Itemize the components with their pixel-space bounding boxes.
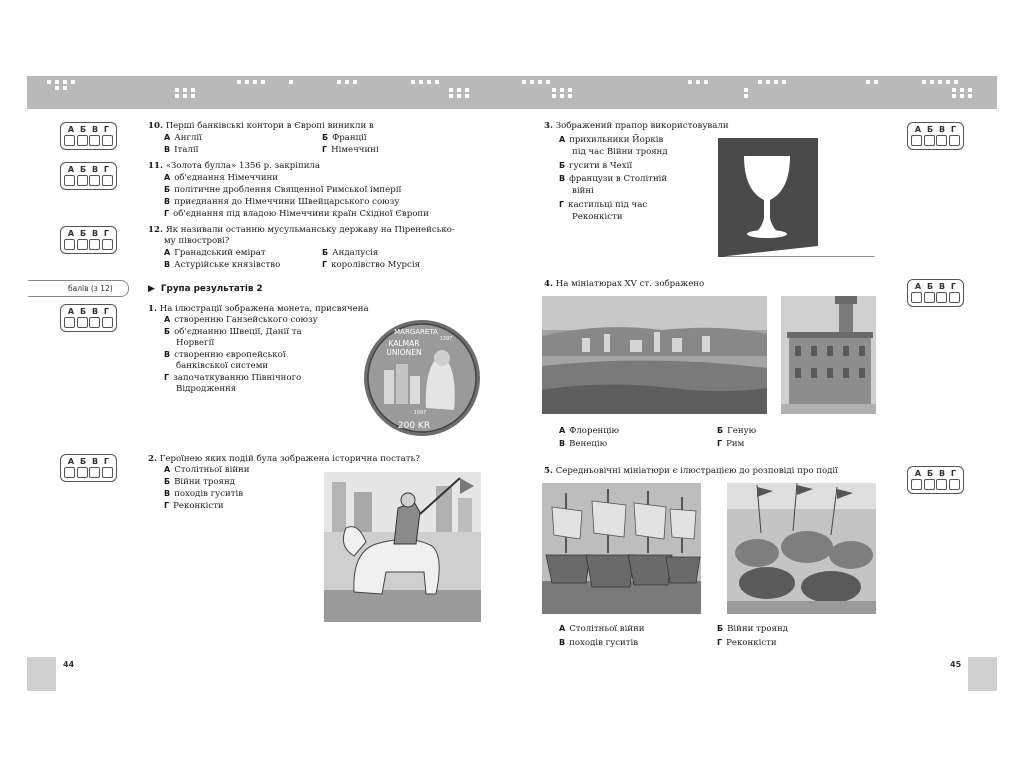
- coin-value: 200 KR: [397, 421, 431, 431]
- answer-box-q4[interactable]: [907, 279, 964, 307]
- q3-stem: [544, 120, 729, 132]
- answer-letter-c: В: [938, 469, 946, 478]
- answer-cell[interactable]: [89, 175, 100, 186]
- g2-q1-option-a[interactable]: [164, 314, 318, 326]
- q3-option-c[interactable]: [559, 173, 667, 185]
- answer-letter-a: А: [67, 165, 75, 174]
- coin-name: MARGARETA: [394, 328, 438, 336]
- answer-letter-b: Б: [79, 307, 87, 316]
- answer-letter-b: Б: [926, 125, 934, 134]
- letter: Г: [559, 200, 565, 209]
- g2-q2-a-text: Столітньої війни: [174, 465, 250, 475]
- q12-option-c[interactable]: [164, 259, 280, 271]
- g2-q2-text: Героїнею яких подій була зображена історична постать?: [159, 454, 420, 464]
- g2-q1-number: 1.: [148, 304, 157, 314]
- footer-tab-right: [968, 657, 997, 691]
- q3-a-text: прихильники Йорків: [569, 135, 664, 145]
- g2-q1-b-line2: Норвегії: [176, 338, 215, 348]
- q11-option-d[interactable]: [164, 208, 429, 220]
- g2-q2-d-text: Реконкісти: [173, 501, 224, 511]
- letter: Б: [164, 185, 171, 194]
- answer-box-g2-q2[interactable]: [60, 454, 117, 482]
- letter: В: [164, 197, 171, 206]
- q12-text-line2: му півострові?: [164, 236, 230, 246]
- q10-c-text: Італії: [174, 145, 199, 155]
- answer-letter-d: Г: [950, 469, 957, 478]
- answer-cell[interactable]: [911, 292, 922, 303]
- q4-option-a[interactable]: [559, 425, 619, 437]
- answer-cell[interactable]: [77, 467, 88, 478]
- q5-option-b[interactable]: [717, 623, 788, 635]
- answer-letter-a: А: [67, 307, 75, 316]
- letter: Б: [322, 248, 329, 257]
- answer-cell[interactable]: [102, 135, 113, 146]
- q12-number: 12.: [148, 225, 163, 235]
- q5-option-c[interactable]: [559, 637, 638, 649]
- flag-chalice-image: [718, 138, 876, 257]
- group-heading: [148, 283, 263, 295]
- answer-letter-d: Г: [950, 282, 957, 291]
- q3-option-d[interactable]: [559, 199, 647, 211]
- q3-c-line2: війні: [572, 186, 594, 196]
- footer-tab-left: [27, 657, 56, 691]
- letter: А: [559, 426, 566, 435]
- letter: А: [164, 173, 171, 182]
- ships-miniature-image: [542, 483, 701, 614]
- answer-cell[interactable]: [64, 175, 75, 186]
- city-miniature-image: [542, 296, 767, 414]
- letter: А: [164, 248, 171, 257]
- letter: Б: [717, 624, 724, 633]
- answer-letter-c: В: [938, 125, 946, 134]
- answer-cell[interactable]: [924, 479, 935, 490]
- answer-cell[interactable]: [77, 175, 88, 186]
- answer-cell[interactable]: [89, 317, 100, 328]
- answer-letter-d: Г: [103, 165, 110, 174]
- q10-a-text: Англії: [174, 133, 202, 143]
- g2-q1-c-line2: банківської системи: [176, 361, 269, 371]
- q11-option-c[interactable]: [164, 196, 399, 208]
- q4-a-text: Флоренцію: [569, 426, 620, 436]
- answer-letter-a: А: [914, 469, 922, 478]
- answer-letter-a: А: [914, 282, 922, 291]
- triangle-bullet-icon: ▶: [148, 284, 155, 294]
- answer-letter-a: А: [67, 229, 75, 238]
- q12-option-d[interactable]: [322, 259, 420, 271]
- score-field: балів (з 12): [28, 280, 129, 297]
- answer-cell[interactable]: [911, 479, 922, 490]
- letter: В: [559, 439, 566, 448]
- g2-q2-b-text: Війни троянд: [174, 477, 235, 487]
- answer-cell[interactable]: [64, 135, 75, 146]
- q3-d-text: кастильці під час: [568, 200, 648, 210]
- letter: Г: [322, 145, 328, 154]
- g2-q2-option-b[interactable]: [164, 476, 235, 488]
- g2-q2-option-a[interactable]: [164, 464, 250, 476]
- answer-cell[interactable]: [936, 292, 947, 303]
- q10-stem: [148, 120, 374, 132]
- q4-c-text: Венецію: [569, 439, 608, 449]
- answer-box-q11[interactable]: [60, 162, 117, 190]
- g2-q1-c-text: створенню європейської: [174, 350, 286, 360]
- answer-letter-a: А: [67, 457, 75, 466]
- coin-line1: KALMAR: [388, 339, 420, 348]
- q12-d-text: королівство Мурсія: [331, 260, 421, 270]
- g2-q1-b-text: об'єднанню Швеції, Данії та: [174, 327, 302, 337]
- answer-cell[interactable]: [949, 292, 960, 303]
- letter: А: [559, 135, 566, 144]
- letter: Б: [559, 161, 566, 170]
- answer-cell[interactable]: [89, 467, 100, 478]
- g2-q2-option-c[interactable]: [164, 488, 243, 500]
- answer-letter-b: Б: [79, 125, 87, 134]
- answer-letter-d: Г: [103, 307, 110, 316]
- q12-option-a[interactable]: [164, 247, 266, 259]
- q11-a-text: об'єднання Німеччини: [174, 173, 279, 183]
- letter: В: [559, 638, 566, 647]
- q5-option-d[interactable]: [717, 637, 777, 649]
- letter: Б: [322, 133, 329, 142]
- q4-d-text: Рим: [726, 439, 745, 449]
- q5-option-a[interactable]: [559, 623, 645, 635]
- letter: Г: [717, 439, 723, 448]
- g2-q1-text: На ілюстрації зображена монета, присвячена: [159, 304, 369, 314]
- letter: В: [559, 174, 566, 183]
- answer-letter-b: Б: [79, 229, 87, 238]
- page-header-band-right: [512, 76, 997, 109]
- letter: Г: [164, 209, 170, 218]
- answer-box-q3[interactable]: [907, 122, 964, 150]
- letter: Г: [322, 260, 328, 269]
- knight-miniature-image: [324, 472, 481, 622]
- g2-q1-d-text: започаткуванню Північного: [173, 373, 302, 383]
- q4-number: 4.: [544, 279, 553, 289]
- q3-text: Зображений прапор використовували: [555, 121, 729, 131]
- answer-letter-b: Б: [926, 282, 934, 291]
- answer-cell[interactable]: [64, 317, 75, 328]
- q4-stem: [544, 278, 704, 290]
- letter: В: [164, 260, 171, 269]
- q10-d-text: Німеччині: [331, 145, 379, 155]
- answer-letter-c: В: [91, 125, 99, 134]
- letter: А: [164, 315, 171, 324]
- letter: В: [164, 489, 171, 498]
- answer-letter-b: Б: [926, 469, 934, 478]
- answer-cell[interactable]: [77, 135, 88, 146]
- q4-option-c[interactable]: [559, 438, 607, 450]
- battle-miniature-image: [727, 483, 876, 614]
- q4-text: На мініатюрах XV ст. зображено: [555, 279, 705, 289]
- answer-letter-d: Г: [103, 125, 110, 134]
- answer-cell[interactable]: [77, 239, 88, 250]
- q3-b-text: гусити в Чехії: [569, 161, 633, 171]
- group-title: Група результатів 2: [160, 284, 263, 294]
- q11-stem: [148, 160, 320, 172]
- answer-cell[interactable]: [936, 479, 947, 490]
- answer-cell[interactable]: [102, 467, 113, 478]
- answer-cell[interactable]: [64, 239, 75, 250]
- answer-cell[interactable]: [102, 317, 113, 328]
- letter: Б: [164, 477, 171, 486]
- q5-number: 5.: [544, 466, 553, 476]
- answer-cell[interactable]: [924, 135, 935, 146]
- q3-c-text: французи в Столітній: [569, 174, 668, 184]
- answer-cell[interactable]: [949, 135, 960, 146]
- q3-a-line2: під час Війни троянд: [572, 147, 668, 157]
- answer-cell[interactable]: [77, 317, 88, 328]
- q10-option-c[interactable]: [164, 144, 198, 156]
- g2-q1-a-text: створенню Ганзейського союзу: [174, 315, 318, 325]
- coin-line2: UNIONEN: [386, 348, 422, 357]
- q10-number: 10.: [148, 121, 163, 131]
- q11-c-text: приєднання до Німеччини Швейцарського союзу: [174, 197, 400, 207]
- q11-b-text: політичне дроблення Священної Римської імперії: [174, 185, 402, 195]
- q10-option-b[interactable]: [322, 132, 367, 144]
- answer-letter-a: А: [914, 125, 922, 134]
- q11-option-b[interactable]: [164, 184, 401, 196]
- letter: А: [164, 465, 171, 474]
- q5-d-text: Реконкісти: [726, 638, 777, 648]
- page-number-left: 44: [63, 660, 75, 669]
- g2-q2-number: 2.: [148, 454, 157, 464]
- answer-cell[interactable]: [102, 175, 113, 186]
- answer-box-q5[interactable]: [907, 466, 964, 494]
- letter: А: [559, 624, 566, 633]
- q5-text: Середньовічні мініатюри є ілюстрацією до розповіді про події: [555, 466, 838, 476]
- letter: Г: [164, 501, 170, 510]
- answer-letter-a: А: [67, 125, 75, 134]
- q10-option-d[interactable]: [322, 144, 379, 156]
- answer-cell[interactable]: [924, 292, 935, 303]
- answer-cell[interactable]: [911, 135, 922, 146]
- coin-image: [362, 318, 482, 438]
- q11-d-text: об'єднання під владою Німеччини країн Східної Європи: [173, 209, 429, 219]
- coin-year-top: 1397: [439, 336, 453, 342]
- q12-c-text: Астурійське князівство: [174, 260, 281, 270]
- g2-q2-c-text: походів гуситів: [174, 489, 244, 499]
- answer-box-q12[interactable]: [60, 226, 117, 254]
- g2-q1-d-line2: Відродження: [176, 384, 237, 394]
- page-number-right: 45: [950, 660, 962, 669]
- q11-option-a[interactable]: [164, 172, 278, 184]
- q11-text: «Золота булла» 1356 р. закріпила: [165, 161, 321, 171]
- q5-stem: [544, 465, 838, 477]
- answer-box-q10[interactable]: [60, 122, 117, 150]
- q10-b-text: Франції: [332, 133, 367, 143]
- letter: В: [164, 145, 171, 154]
- answer-cell[interactable]: [949, 479, 960, 490]
- answer-cell[interactable]: [89, 239, 100, 250]
- answer-box-g2-q1[interactable]: [60, 304, 117, 332]
- q5-c-text: походів гуситів: [569, 638, 639, 648]
- q12-option-b[interactable]: [322, 247, 378, 259]
- palazzo-image: [781, 296, 876, 414]
- letter: Б: [164, 327, 171, 336]
- answer-letter-d: Г: [103, 457, 110, 466]
- answer-letter-b: Б: [79, 165, 87, 174]
- q10-text: Перші банківські контори в Європі виникли в: [165, 121, 374, 131]
- q4-b-text: Геную: [727, 426, 757, 436]
- letter: В: [164, 350, 171, 359]
- letter: Г: [717, 638, 723, 647]
- letter: Г: [164, 373, 170, 382]
- q3-option-b[interactable]: [559, 160, 632, 172]
- q5-b-text: Війни троянд: [727, 624, 788, 634]
- answer-letter-c: В: [91, 165, 99, 174]
- answer-cell[interactable]: [64, 467, 75, 478]
- answer-letter-c: В: [91, 307, 99, 316]
- q11-number: 11.: [148, 161, 163, 171]
- q12-a-text: Гранадський емірат: [174, 248, 266, 258]
- answer-letter-c: В: [91, 229, 99, 238]
- page-header-band-left: [27, 76, 512, 109]
- q3-option-a[interactable]: [559, 134, 663, 146]
- answer-letter-b: Б: [79, 457, 87, 466]
- q12-b-text: Андалусія: [332, 248, 379, 258]
- coin-year-bottom: 1997: [413, 410, 427, 416]
- q4-option-b[interactable]: [717, 425, 756, 437]
- answer-cell[interactable]: [936, 135, 947, 146]
- answer-letter-d: Г: [950, 125, 957, 134]
- q5-a-text: Столітньої війни: [569, 624, 645, 634]
- answer-cell[interactable]: [102, 239, 113, 250]
- q12-text-line1: Як називали останню мусульманську державу на Піренейсько-: [165, 225, 455, 235]
- answer-letter-d: Г: [103, 229, 110, 238]
- answer-cell[interactable]: [89, 135, 100, 146]
- letter: А: [164, 133, 171, 142]
- letter: Б: [717, 426, 724, 435]
- q3-d-line2: Реконкісти: [572, 212, 623, 222]
- q3-number: 3.: [544, 121, 553, 131]
- g2-q2-option-d[interactable]: [164, 500, 224, 512]
- answer-letter-c: В: [938, 282, 946, 291]
- answer-letter-c: В: [91, 457, 99, 466]
- q4-option-d[interactable]: [717, 438, 744, 450]
- q10-option-a[interactable]: [164, 132, 202, 144]
